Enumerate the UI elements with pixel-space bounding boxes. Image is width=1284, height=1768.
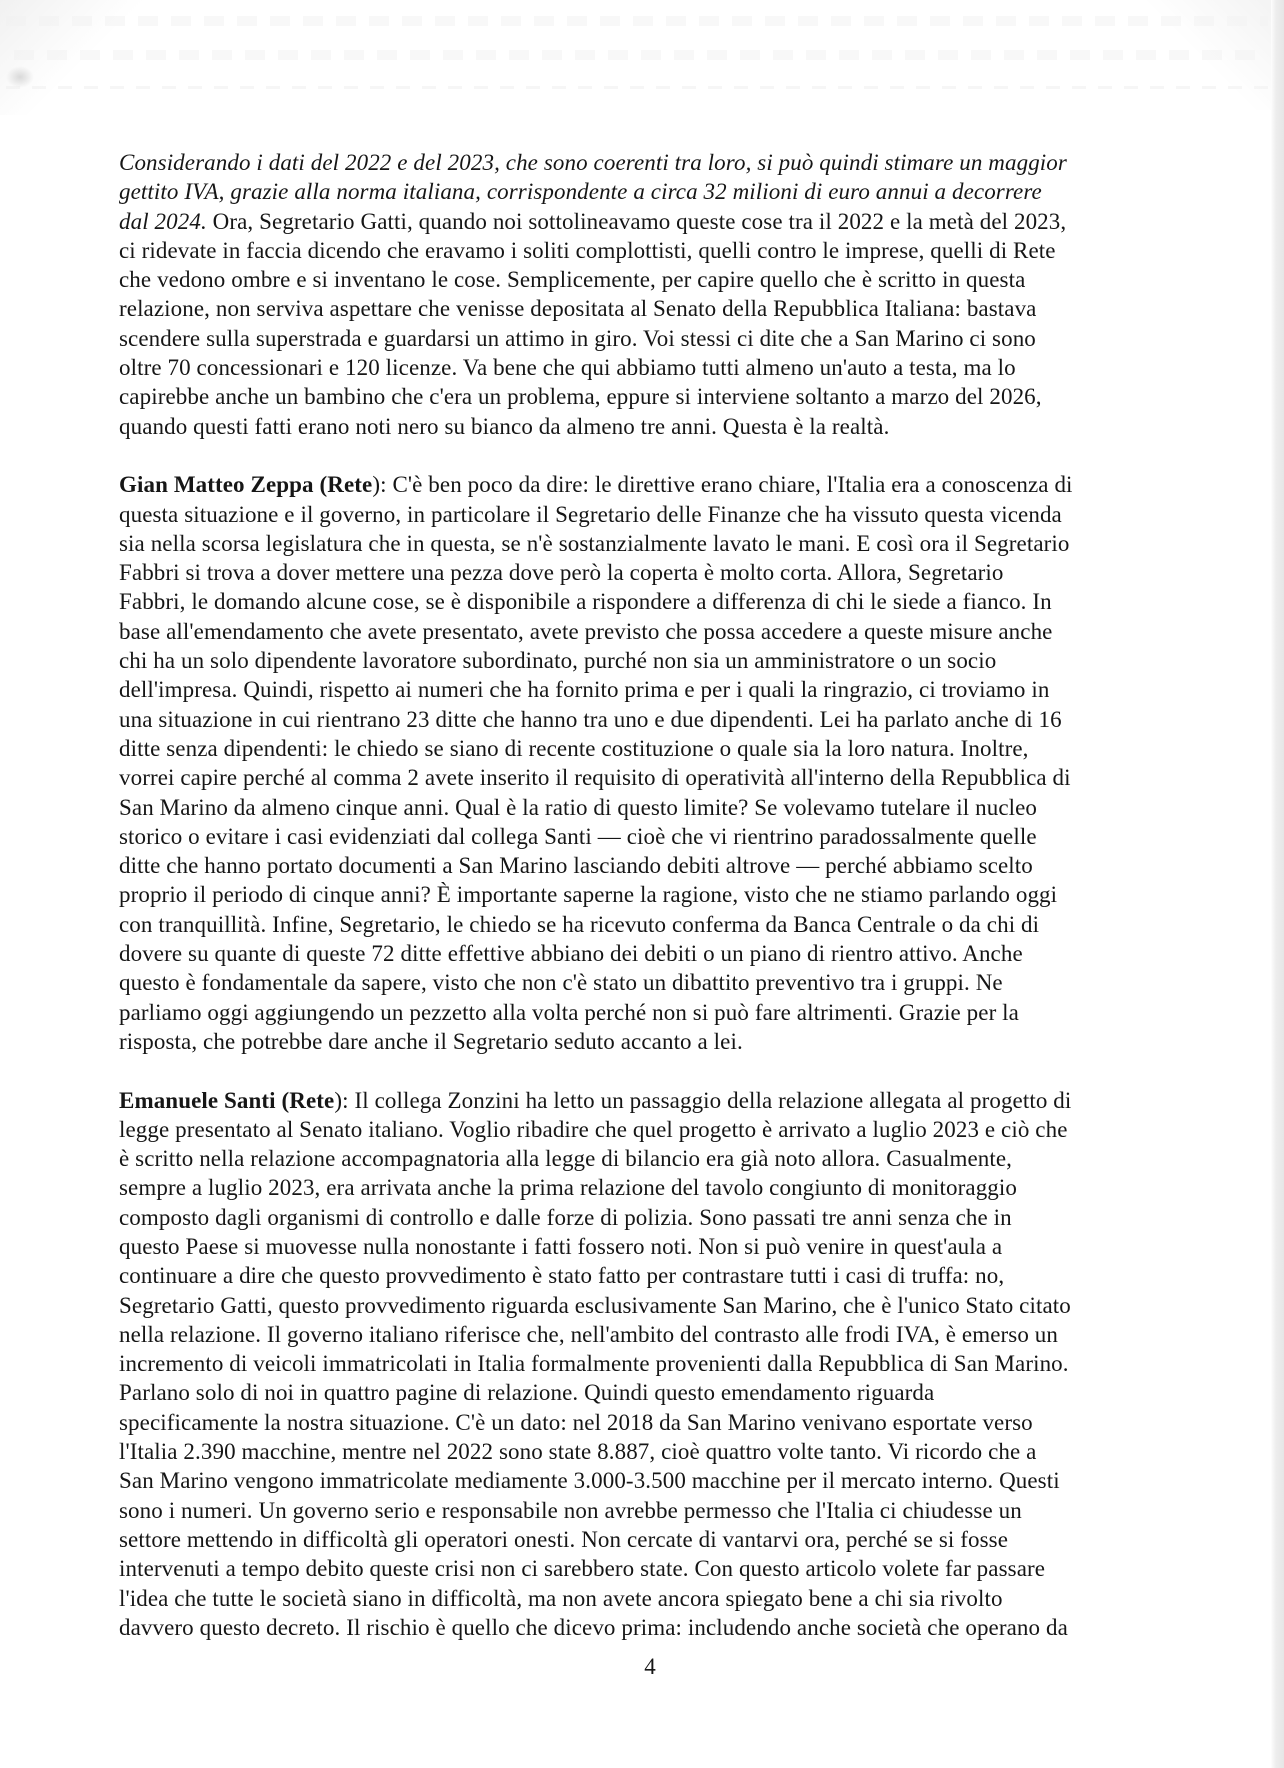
text-segment-normal: San Marino vengono immatricolate mediamente 3.000-3.500 macchine per il mercato interno. Questi — [119, 1468, 1060, 1494]
text-line — [119, 1173, 1260, 1202]
text-line — [119, 353, 1260, 382]
text-line — [119, 763, 1260, 792]
text-segment-normal: ): C'è ben poco da dire: le direttive erano chiare, l'Italia era a conoscenza di — [372, 472, 1073, 498]
paragraph-speech-zeppa — [119, 470, 1260, 1056]
text-segment-italic: gettito IVA, grazie alla norma italiana, corrispondente a circa 32 milioni di euro annui a decorrere — [119, 179, 1042, 205]
text-segment-bold: Gian Matteo Zeppa (Rete — [119, 472, 373, 498]
text-segment-italic: dal 2024. — [119, 208, 207, 234]
text-line — [119, 236, 1260, 265]
text-line — [119, 500, 1260, 529]
scan-artifact-top-right — [1144, 0, 1274, 110]
text-line — [119, 822, 1260, 851]
text-segment-normal: parliamo oggi aggiungendo un pezzetto alla volta perché non si può fare altrimenti. Grazie per la — [119, 999, 1019, 1025]
text-segment-normal: incremento di veicoli immatricolati in Italia formalmente provenienti dalla Repubblica di San Marino. — [119, 1351, 1069, 1377]
text-line — [119, 1349, 1260, 1378]
text-segment-normal: scendere sulla superstrada e guardarsi un attimo in giro. Voi stessi ci dite che a San Marino ci sono — [119, 325, 1036, 351]
text-line — [119, 880, 1260, 909]
text-line — [119, 412, 1260, 441]
text-segment-normal: ci ridevate in faccia dicendo che eravamo i soliti complottisti, quelli contro le imprese, quelli di Rete — [119, 237, 1056, 263]
text-segment-normal: oltre 70 concessionari e 120 licenze. Va bene che qui abbiamo tutti almeno un'auto a testa, ma lo — [119, 355, 1016, 381]
text-segment-normal: Segretario Gatti, questo provvedimento riguarda esclusivamente San Marino, che è l'unico Stato citato — [119, 1292, 1071, 1318]
text-line — [119, 675, 1260, 704]
text-line — [119, 705, 1260, 734]
text-segment-normal: capirebbe anche un bambino che c'era un problema, eppure si interviene soltanto a marzo del 2026, — [119, 384, 1042, 410]
text-line — [119, 1466, 1260, 1495]
text-segment-normal: intervenuti a tempo debito queste crisi non ci sarebbero state. Con questo articolo volete far passare — [119, 1556, 1046, 1582]
text-line — [119, 734, 1260, 763]
text-line — [119, 1291, 1260, 1320]
text-segment-normal: chi ha un solo dipendente lavoratore subordinato, purché non sia un amministratore o un socio — [119, 648, 997, 674]
text-segment-normal: con tranquillità. Infine, Segretario, le chiedo se ha ricevuto conferma da Banca Centrale o da chi di — [119, 911, 1040, 937]
transcript-text — [119, 148, 1260, 1671]
scan-artifact-top-left — [0, 0, 150, 115]
text-segment-normal: l'Italia 2.390 macchine, mentre nel 2022 sono state 8.887, cioè quattro volte tanto. Vi ricordo che a — [119, 1439, 1037, 1465]
text-line — [119, 1554, 1260, 1583]
text-segment-bold: Emanuele Santi (Rete — [119, 1087, 335, 1113]
text-line — [119, 148, 1260, 177]
text-line — [119, 617, 1260, 646]
text-line — [119, 470, 1260, 499]
page-number: 4 — [644, 1654, 656, 1679]
text-segment-normal: è scritto nella relazione accompagnatoria alla legge di bilancio era già noto allora. Casualmente, — [119, 1146, 1012, 1172]
text-segment-normal: Ora, Segretario Gatti, quando noi sottolineavamo queste cose tra il 2022 e la metà del 2023, — [206, 208, 1067, 234]
text-line — [119, 177, 1260, 206]
text-segment-normal: questo è fondamentale da sapere, visto che non c'è stato un dibattito preventivo tra i gruppi. Ne — [119, 970, 1003, 996]
text-segment-normal: dell'impresa. Quindi, rispetto ai numeri che ha fornito prima e per i quali la ringrazio, ci troviamo in — [119, 677, 1050, 703]
text-line — [119, 646, 1260, 675]
text-segment-normal: specificamente la nostra situazione. C'è un dato: nel 2018 da San Marino venivano esportate verso — [119, 1409, 1033, 1435]
text-segment-normal: storico o evitare i casi evidenziati dal collega Santi — cioè che vi rientrino paradossalmente quelle — [119, 823, 1037, 849]
text-line — [119, 998, 1260, 1027]
text-segment-normal: relazione, non serviva aspettare che venisse depositata al Senato della Repubblica Italiana: bastava — [119, 296, 1037, 322]
text-segment-normal: ): Il collega Zonzini ha letto un passaggio della relazione allegata al progetto di — [334, 1087, 1072, 1113]
text-line — [119, 294, 1260, 323]
text-segment-normal: composto dagli organismi di controllo e dalle forze di polizia. Sono passati tre anni senza che in — [119, 1204, 1012, 1230]
text-line — [119, 1437, 1260, 1466]
text-line — [119, 1378, 1260, 1407]
text-line — [119, 968, 1260, 997]
text-segment-normal: davvero questo decreto. Il rischio è quello che dicevo prima: includendo anche società che operano da — [119, 1614, 1068, 1640]
text-segment-italic: Considerando i dati del 2022 e del 2023, che sono coerenti tra loro, si può quindi stimare un maggior — [119, 150, 1067, 175]
text-segment-normal: risposta, che potrebbe dare anche il Segretario seduto accanto a lei. — [119, 1028, 743, 1054]
text-line — [119, 1525, 1260, 1554]
text-line — [119, 1584, 1260, 1613]
text-segment-normal: ditte che hanno portato documenti a San Marino lasciando debiti altrove — perché abbiamo scelto — [119, 853, 1033, 879]
text-line — [119, 1086, 1260, 1115]
text-line — [119, 851, 1260, 880]
text-segment-normal: Parlano solo di noi in quattro pagine di relazione. Quindi questo emendamento riguarda — [119, 1380, 935, 1406]
text-line — [119, 1496, 1260, 1525]
text-segment-normal: legge presentato al Senato italiano. Voglio ribadire che quel progetto è arrivato a luglio 2023 e ciò che — [119, 1116, 1068, 1142]
text-segment-normal: sono i numeri. Un governo serio e responsabile non avrebbe permesso che l'Italia ci chiudesse un — [119, 1497, 1022, 1523]
text-line — [119, 1115, 1260, 1144]
text-line — [119, 1320, 1260, 1349]
text-segment-normal: dovere su quante di queste 72 ditte effettive abbiano dei debiti o un piano di rientro attivo. Anche — [119, 941, 1023, 967]
scan-smudge — [6, 66, 34, 88]
text-line — [119, 529, 1260, 558]
paragraph-quote-and-commentary — [119, 148, 1260, 441]
text-segment-normal: San Marino da almeno cinque anni. Qual è la ratio di questo limite? Se volevamo tutelare il nucleo — [119, 794, 1038, 820]
text-segment-normal: l'idea che tutte le società siano in difficoltà, ma non avete ancora spiegato bene a chi sia rivolto — [119, 1585, 1003, 1611]
text-line — [119, 1027, 1260, 1056]
text-line — [119, 1408, 1260, 1437]
text-segment-normal: che vedono ombre e si inventano le cose. Semplicemente, per capire quello che è scritto in questa — [119, 267, 1026, 293]
text-segment-normal: settore mettendo in difficoltà gli operatori onesti. Non cercate di vantarvi ora, perché se si fosse — [119, 1526, 1009, 1552]
text-line — [119, 939, 1260, 968]
text-segment-normal: Fabbri si trova a dover mettere una pezza dove però la coperta è molto corta. Allora, Segretario — [119, 560, 1004, 586]
text-line — [119, 1261, 1260, 1290]
text-line — [119, 382, 1260, 411]
text-segment-normal: ditte senza dipendenti: le chiedo se siano di recente costituzione o quale sia la loro natura. Inoltre, — [119, 735, 1029, 761]
text-line — [119, 1613, 1260, 1642]
text-segment-normal: vorrei capire perché al comma 2 avete inserito il requisito di operatività all'interno della Repubblica di — [119, 765, 1071, 791]
text-segment-normal: proprio il periodo di cinque anni? È importante saperne la ragione, visto che ne stiamo parlando oggi — [119, 882, 1058, 908]
text-segment-normal: continuare a dire che questo provvedimento è stato fatto per contrastare tutti i casi di truffa: no, — [119, 1263, 1005, 1289]
text-segment-normal: Fabbri, le domando alcune cose, se è disponibile a rispondere a differenza di chi le siede a fianco. In — [119, 589, 1052, 615]
text-segment-normal: sia nella scorsa legislatura che in questa, se n'è sostanzialmente lavato le mani. E così ora il Segretario — [119, 530, 1070, 556]
text-line — [119, 1232, 1260, 1261]
text-line — [119, 265, 1260, 294]
text-line — [119, 1203, 1260, 1232]
text-segment-normal: questo Paese si muovesse nulla nonostante i fatti fossero noti. Non si può venire in quest'aula a — [119, 1233, 1003, 1259]
text-line — [119, 207, 1260, 236]
text-line — [119, 793, 1260, 822]
text-line — [119, 558, 1260, 587]
page-right-edge — [1271, 0, 1284, 1768]
scan-artifact-band — [6, 8, 1268, 94]
text-line — [119, 587, 1260, 616]
text-segment-normal: una situazione in cui rientrano 23 ditte che hanno tra uno e due dipendenti. Lei ha parlato anche di 16 — [119, 706, 1062, 732]
text-segment-normal: quando questi fatti erano noti nero su bianco da almeno tre anni. Questa è la realtà. — [119, 413, 890, 439]
text-segment-normal: questa situazione e il governo, in particolare il Segretario delle Finanze che ha vissuto questa vicenda — [119, 501, 1062, 527]
text-segment-normal: base all'emendamento che avete presentato, avete previsto che possa accedere a queste misure anche — [119, 618, 1053, 644]
text-line — [119, 324, 1260, 353]
text-line — [119, 1144, 1260, 1173]
paragraph-speech-santi — [119, 1086, 1260, 1643]
text-segment-normal: sempre a luglio 2023, era arrivata anche la prima relazione del tavolo congiunto di monitoraggio — [119, 1175, 1017, 1201]
text-line — [119, 910, 1260, 939]
text-segment-normal: nella relazione. Il governo italiano riferisce che, nell'ambito del contrasto alle frodi IVA, è emerso un — [119, 1321, 1058, 1347]
